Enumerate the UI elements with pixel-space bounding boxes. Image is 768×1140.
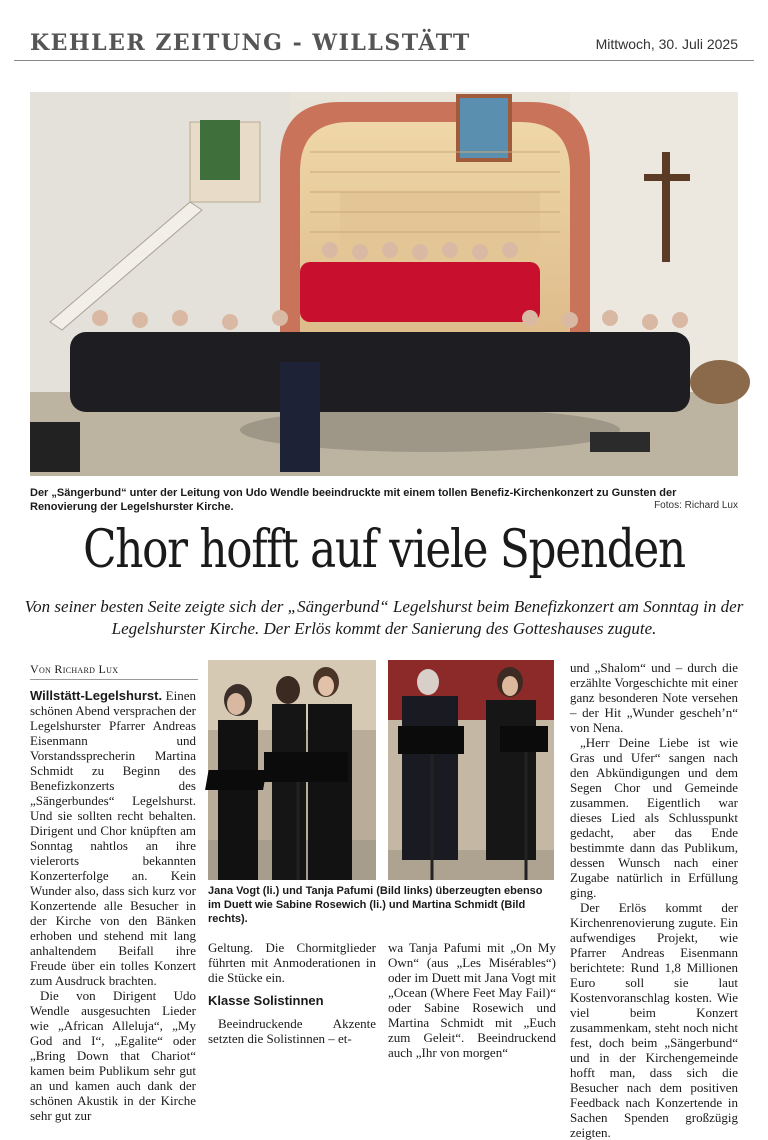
- article-paragraph: Willstätt-Legelshurst. Einen schönen Abend versprachen der Legelshurster Pfarrer Andreas Eisenmann und Vorstandssprecherin Martina Schmidt zu Beginn des Benefizkonzerts des „Sängerbundes“ Legelshurst. Und sie sollten recht behalten. Dirigent und Chor knüpften am Sonntag nahtlos an ihre vielerorts bekannten Konzerterfolge an. Kein Wunder also, dass sich kurz vor Konzertende alle Besucher in der Kirche von den Bänken erhoben und stehend mit lang anhaltendem Beifall ihre Freude über ein tolles Konzert zum Ausdruck brachten.: [30, 688, 196, 988]
- article-column-2: [208, 940, 376, 1080]
- header-rule: [14, 60, 754, 61]
- subheading: Klasse Solistinnen: [208, 993, 324, 1008]
- article-paragraph: Geltung. Die Chormitglieder führten mit Anmoderationen in die Stücke ein.: [208, 940, 376, 985]
- article-paragraph: „Herr Deine Liebe ist wie Gras und Ufer“ sangen nach den Abkündigungen und dem Segen Chor und Gemeinde zusammen. Eigentlich war dieses Lied als Schlusspunkt gedacht, aber das Ende bestimmte dann das Publikum, dessen Wunsch nach einer Zugabe natürlich in Erfüllung ging.: [570, 735, 738, 900]
- article-paragraph: und „Shalom“ und – durch die erzählte Vorgeschichte mit einer ganz besonderen Note versehen – der Hit „Wunder gescheh’n“ von Nena.: [570, 660, 738, 735]
- article-lead: Von seiner besten Seite zeigte sich der „Sängerbund“ Legelshurst beim Benefizkonzert am Sonntag in der Legelshurster Kirche. Der Erlös kommt der Sanierung des Gotteshauses zugute.: [24, 597, 744, 638]
- article-paragraph: wa Tanja Pafumi mit „On My Own“ (aus „Les Misérables“) oder im Duett mit Jana Vogt mit „Ocean (Where Feet May Fail)“ oder Sabine Rosewich und Martina Schmidt mit „Euch zum Geleit“. Beeindruckend auch „Ihr von morgen“: [388, 940, 556, 1060]
- main-photo-choir: [30, 92, 738, 476]
- article-column-4: [570, 660, 738, 1140]
- article-column-1: [30, 688, 196, 1123]
- inline-photo-duet-right: [388, 660, 554, 880]
- main-photo-caption: Der „Sängerbund“ unter der Leitung von Udo Wendle beeindruckte mit einem tollen Benefiz-Kirchenkonzert zu Gunsten der Renovierung der Legelshurster Kirche.: [30, 487, 677, 513]
- article-column-3: [388, 940, 556, 1080]
- article-paragraph: Der Erlös kommt der Kirchenrenovierung zugute. Ein aufwendiges Projekt, wie Pfarrer Andreas Eisenmann berichtete: Rund 1,8 Millionen Euro soll sie laut Kostenvoranschlag kosten. Wie viel beim Konzert zusammenkam, steht noch nicht fest, doch beim „Sängerbund“ und in der Kirchengemeinde hofft man, dass sich die Besucher nach dem positiven Feedback nach Konzertende in Sachen Spenden großzügig zeigten.: [570, 900, 738, 1140]
- photo-credit: Fotos: Richard Lux: [654, 500, 738, 511]
- inline-photo-duet-left: [208, 660, 376, 880]
- article-paragraph: Die von Dirigent Udo Wendle ausgesuchten Lieder wie „African Alleluja“, „My God and I“, „Egalite“ oder „Bring Down that Chariot“ kamen beim Publikum sehr gut an und kamen auch dank der schönen Akustik in der Kirche sehr gut zur: [30, 988, 196, 1123]
- publication-masthead: KEHLER ZEITUNG - WILLSTÄTT: [30, 30, 471, 56]
- issue-date: Mittwoch, 30. Juli 2025: [595, 36, 738, 52]
- article-headline: Chor hofft auf viele Spenden: [83, 520, 685, 580]
- inline-photos-caption: Jana Vogt (li.) und Tanja Pafumi (Bild links) überzeugten ebenso im Duett wie Sabine Rosewich (li.) und Martina Schmidt (Bild rechts).: [208, 885, 543, 925]
- dateline: Willstätt-Legelshurst.: [30, 688, 163, 703]
- byline: Von Richard Lux: [30, 662, 198, 680]
- article-paragraph: Beeindruckende Akzente setzten die Solistinnen – et-: [208, 1016, 376, 1046]
